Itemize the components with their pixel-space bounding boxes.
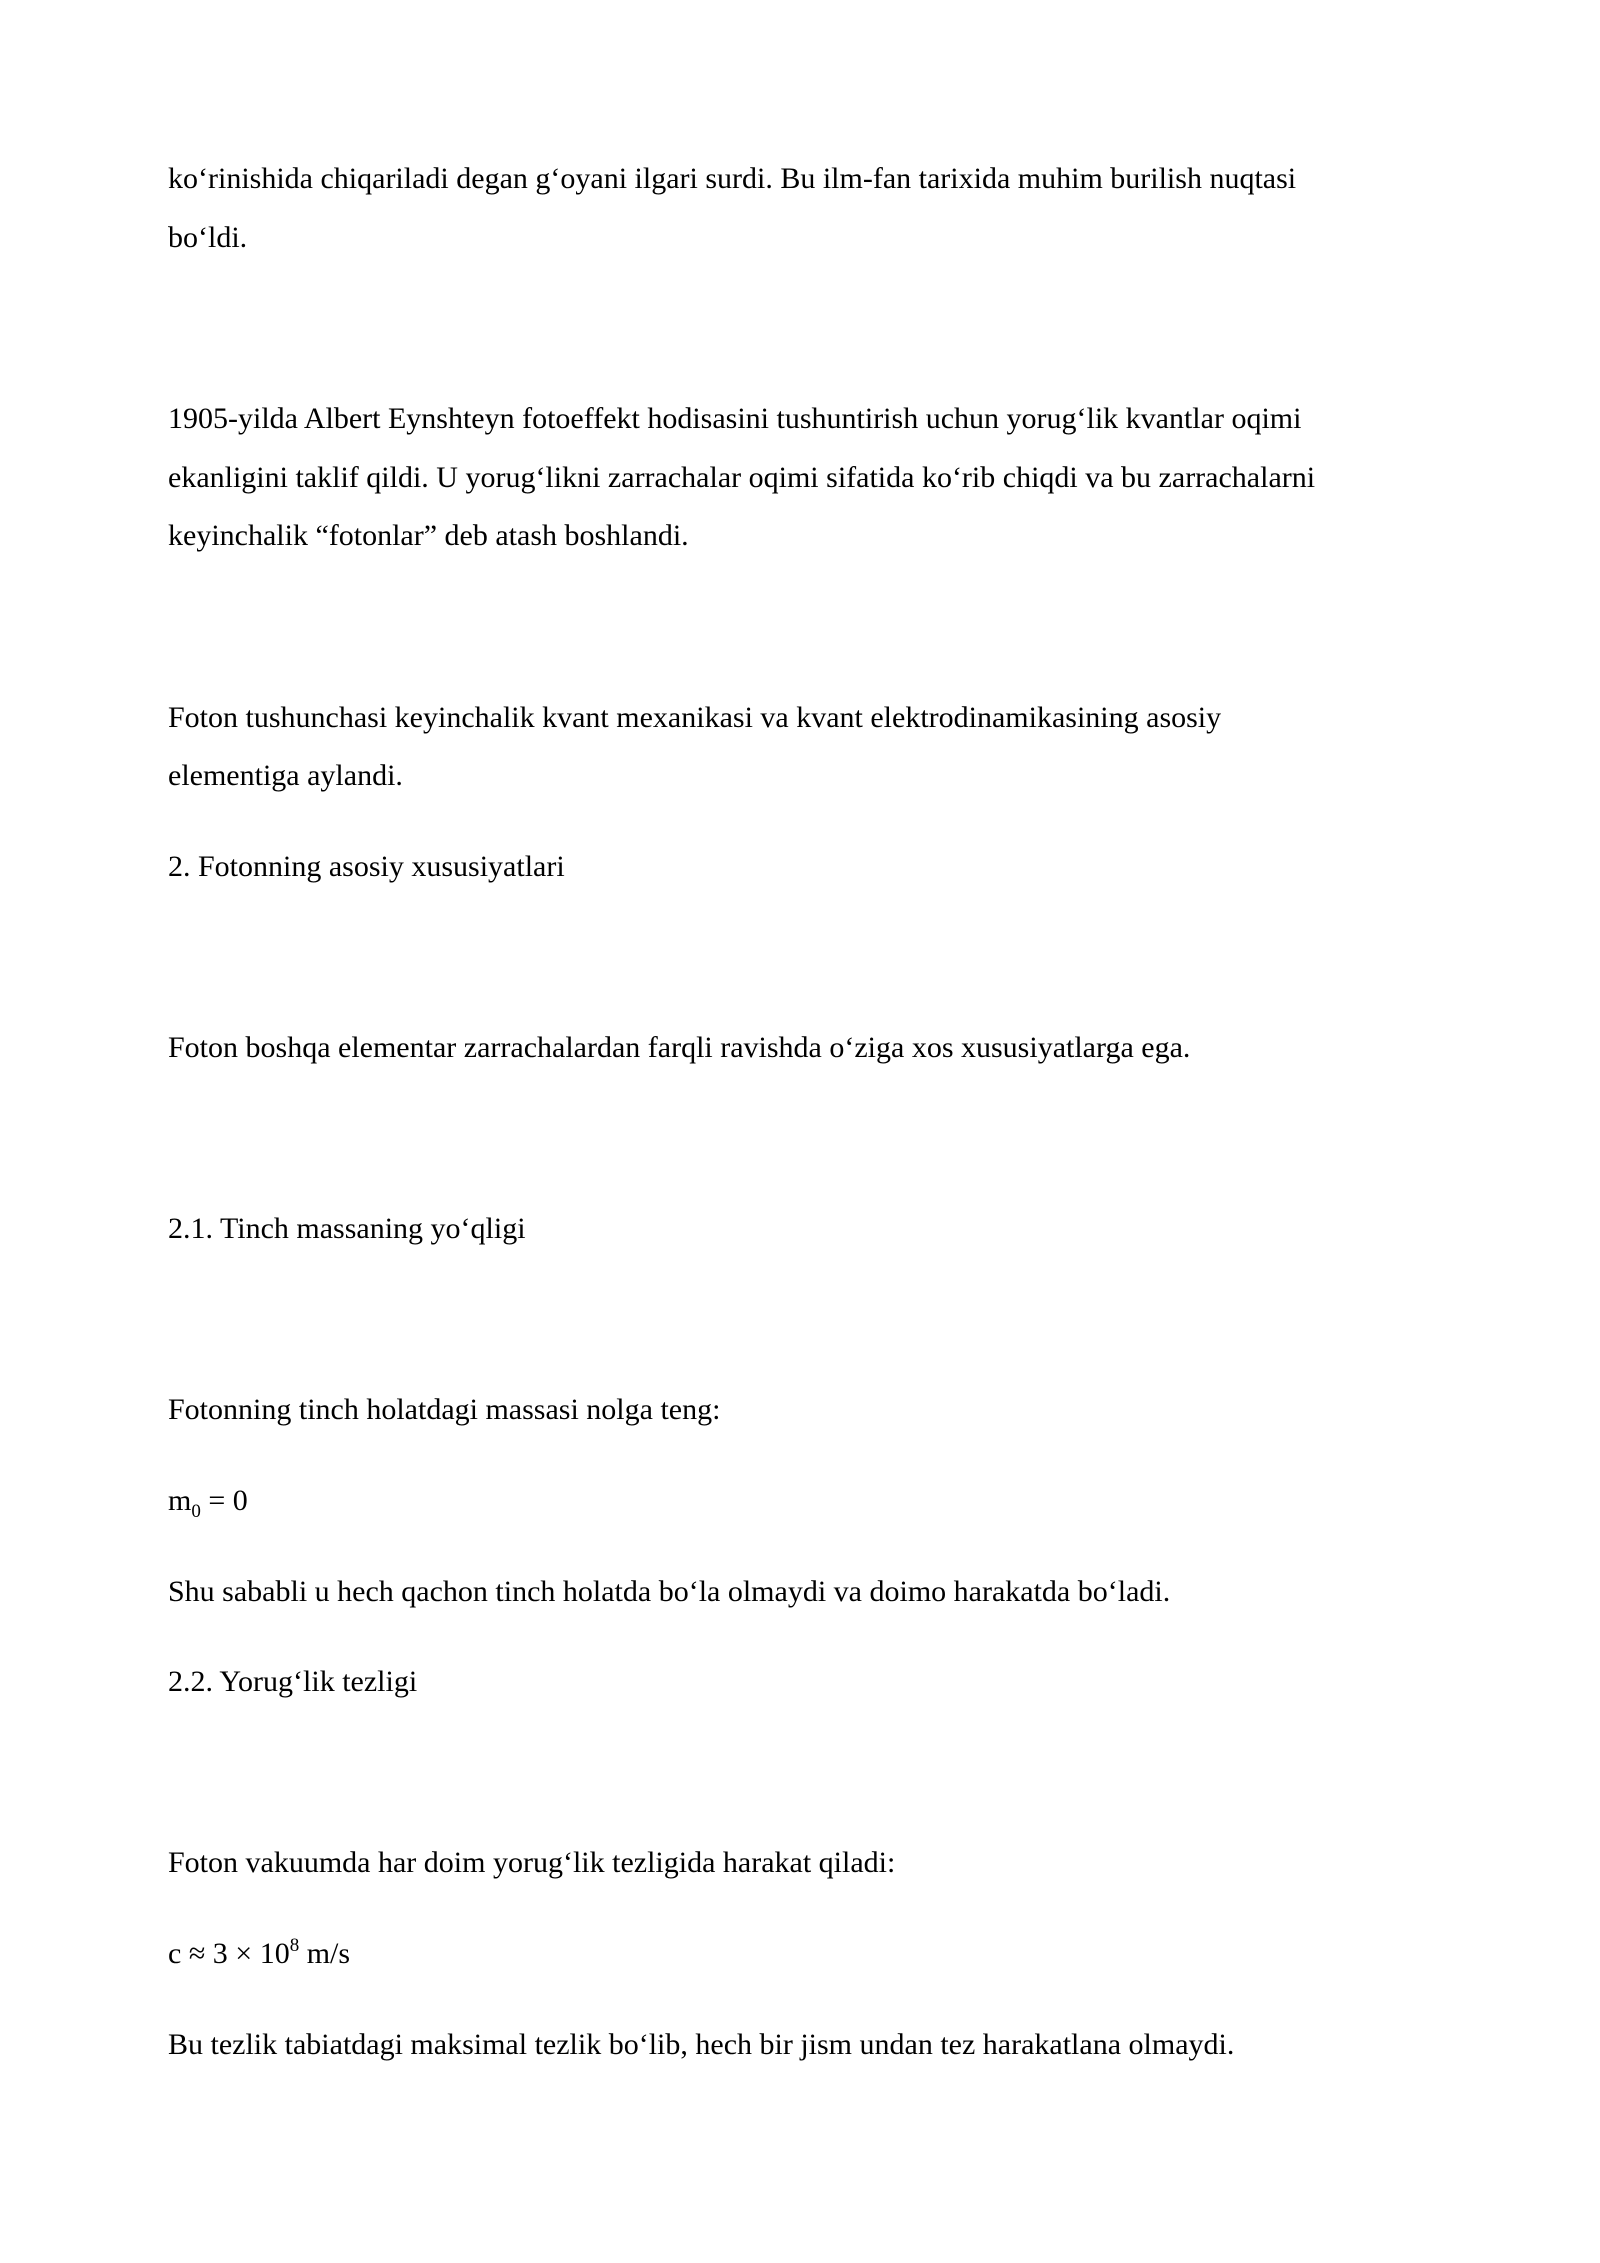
paragraph-1-line-2: bo‘ldi.: [168, 221, 248, 254]
formula-rest-mass-rest: = 0: [200, 1484, 248, 1517]
paragraph-5: Fotonning tinch holatdagi massasi nolga teng:: [168, 1393, 721, 1426]
section-heading-2-1: 2.1. Tinch massaning yo‘qligi: [168, 1212, 526, 1245]
paragraph-2-line-3: keyinchalik “fotonlar” deb atash boshlandi.: [168, 519, 689, 552]
formula-light-speed: [168, 1936, 350, 1976]
section-heading-2-2: 2.2. Yorug‘lik tezligi: [168, 1665, 418, 1698]
paragraph-6: Shu sababli u hech qachon tinch holatda bo‘la olmaydi va doimo harakatda bo‘ladi.: [168, 1575, 1171, 1608]
formula-light-speed-base: c ≈ 3 × 10: [168, 1937, 290, 1970]
formula-light-speed-superscript: 8: [289, 1935, 300, 1956]
formula-rest-mass-base: m: [168, 1484, 192, 1517]
section-heading-2: 2. Fotonning asosiy xususiyatlari: [168, 850, 565, 883]
paragraph-3-line-2: elementiga aylandi.: [168, 759, 403, 792]
formula-rest-mass: [168, 1483, 248, 1523]
paragraph-8: Bu tezlik tabiatdagi maksimal tezlik bo‘lib, hech bir jism undan tez harakatlana olmaydi.: [168, 2028, 1235, 2061]
paragraph-2-line-1: 1905-yilda Albert Eynshteyn fotoeffekt hodisasini tushuntirish uchun yorug‘lik kvantlar oqimi: [168, 402, 1302, 435]
paragraph-7: Foton vakuumda har doim yorug‘lik tezligida harakat qiladi:: [168, 1846, 896, 1879]
paragraph-2-line-2: ekanligini taklif qildi. U yorug‘likni zarrachalar oqimi sifatida ko‘rib chiqdi va bu zarrachalarni: [168, 461, 1316, 494]
formula-light-speed-rest: m/s: [299, 1937, 351, 1970]
paragraph-1-line-1: ko‘rinishida chiqariladi degan g‘oyani ilgari surdi. Bu ilm-fan tarixida muhim burilish nuqtasi: [168, 162, 1297, 195]
paragraph-3-line-1: Foton tushunchasi keyinchalik kvant mexanikasi va kvant elektrodinamikasining asosiy: [168, 701, 1222, 734]
formula-rest-mass-subscript: 0: [191, 1501, 201, 1522]
paragraph-4: Foton boshqa elementar zarrachalardan farqli ravishda o‘ziga xos xususiyatlarga ega.: [168, 1031, 1191, 1064]
